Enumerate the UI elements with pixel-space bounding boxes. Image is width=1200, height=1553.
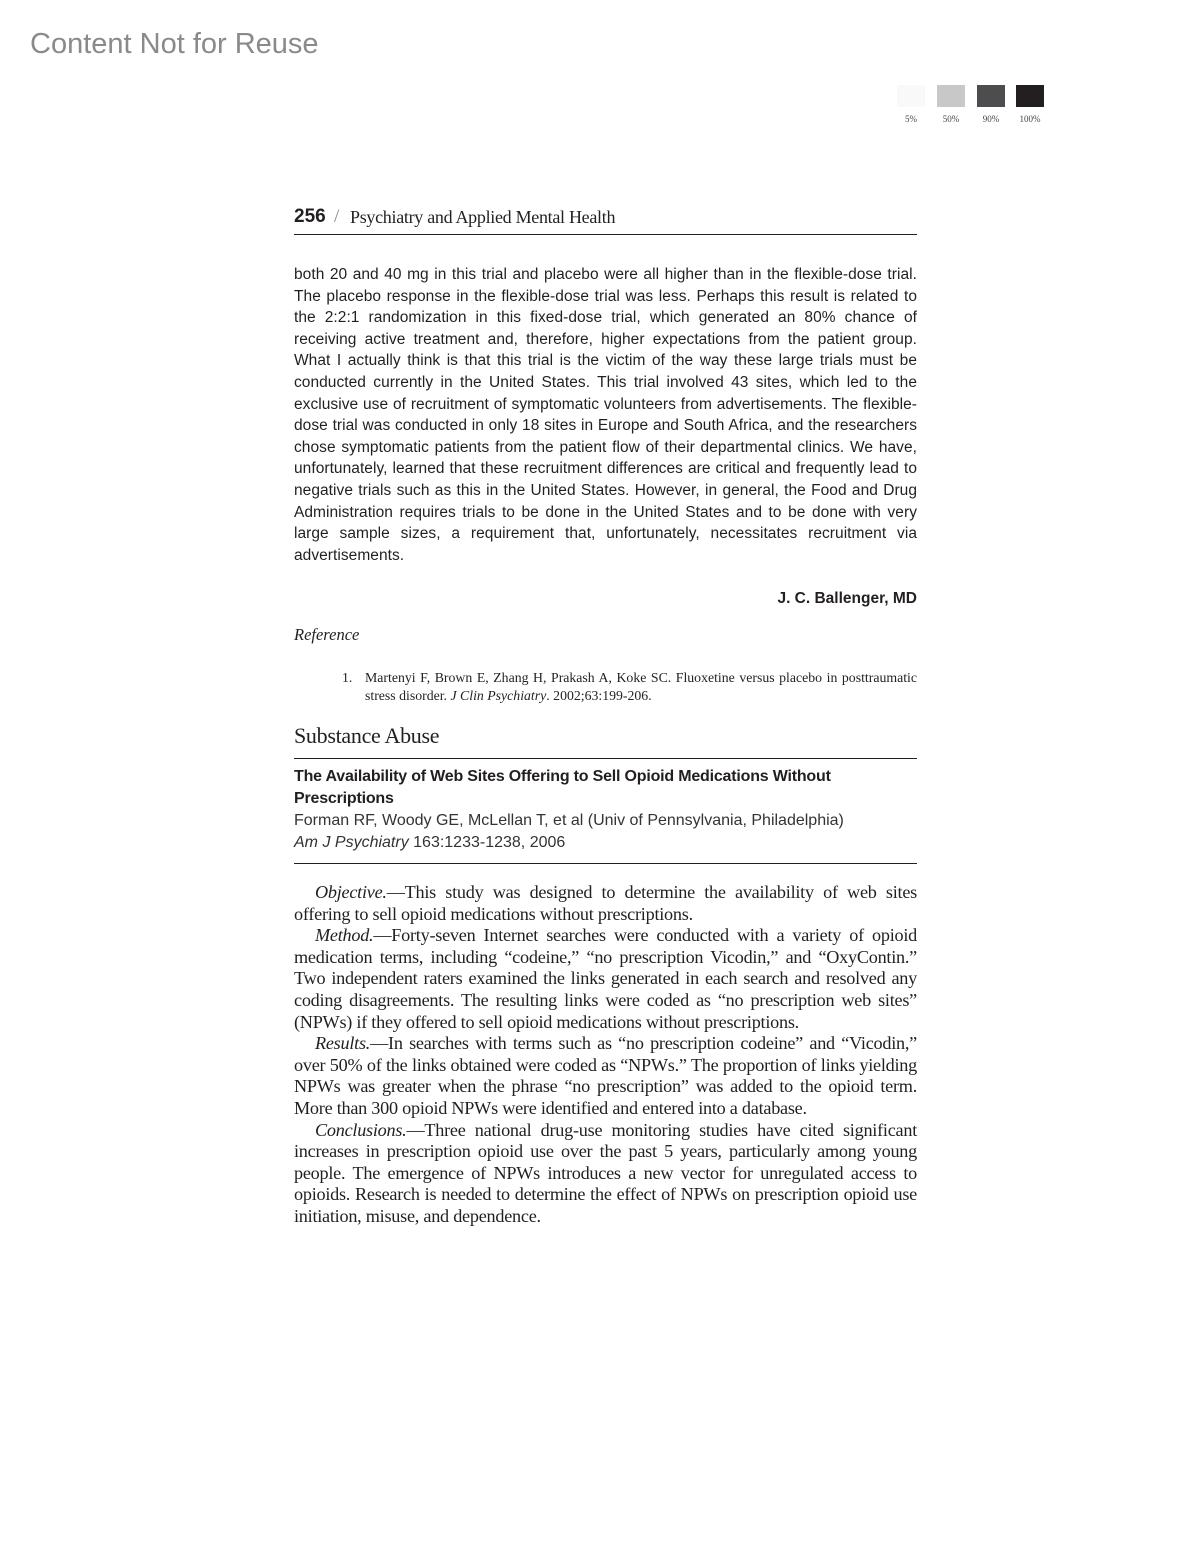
reference-number: 1. bbox=[342, 670, 353, 685]
reference-list bbox=[342, 669, 917, 705]
abstract-objective bbox=[294, 882, 917, 925]
abstract-results-text: —In searches with terms such as “no prescription codeine” and “Vicodin,” over 50% of the links obtained were coded as “NPWs.” The proportion of links yielding NPWs was greater when the phrase “no prescription” was added to the opioid term. More than 300 opioid NPWs were identified and entered into a database. bbox=[294, 1033, 917, 1118]
abstract-results-label: Results. bbox=[315, 1033, 371, 1054]
page-number: 256 bbox=[294, 206, 326, 227]
journal-name: Psychiatry and Applied Mental Health bbox=[350, 207, 616, 227]
header-separator: / bbox=[334, 206, 340, 227]
swatch-50 bbox=[937, 85, 965, 107]
swatch-label-100: 100% bbox=[1019, 114, 1041, 124]
article-header bbox=[294, 766, 917, 864]
abstract-conclusions-label: Conclusions. bbox=[315, 1119, 407, 1140]
swatch-label-50: 50% bbox=[942, 114, 960, 124]
abstract-objective-label: Objective. bbox=[315, 882, 387, 902]
reference-journal: J Clin Psychiatry bbox=[450, 688, 547, 703]
running-head bbox=[294, 204, 917, 235]
reference-text bbox=[365, 669, 917, 705]
article-citation-line bbox=[294, 832, 917, 854]
swatch-label-5: 5% bbox=[905, 114, 917, 124]
reference-authors-title: Martenyi F, Brown E, Zhang H, Prakash A, Koke SC. Fluoxetine versus placebo in posttraumatic stress disorder. bbox=[365, 670, 917, 703]
commentary-text: both 20 and 40 mg in this trial and placebo were all higher than in the flexible-dose trial. The placebo response in the flexible-dose trial was less. Perhaps this result is related to the 2:2:1 randomization in this fixed-dose trial, which generated an 80% chance of receiving active treatment and, therefore, higher expectations from the patient group. What I actually think is that this trial is the victim of the way these large trials must be conducted currently in the United States. This trial involved 43 sites, which led to the exclusive use of recruitment of symptomatic volunteers from advertisements. The flexible-dose trial was conducted in only 18 sites in Europe and South Africa, and the researchers chose symptomatic patients from the patient flow of their departmental clinics. We have, unfortunately, learned that these recruitment differences are critical and frequently lead to negative trials such as this in the United States. However, in general, the Food and Drug Administration requires trials to be done in the United States and to be done with very large sample sizes, a requirement that, unfortunately, necessitates recruitment via advertisements. bbox=[294, 266, 917, 564]
reference-heading: Reference bbox=[294, 625, 360, 644]
abstract-method-label: Method. bbox=[315, 925, 374, 946]
abstract-conclusions bbox=[294, 1120, 917, 1228]
watermark-text: Content Not for Reuse bbox=[30, 28, 319, 60]
article-citation: 163:1233-1238, 2006 bbox=[413, 833, 566, 851]
color-calibration-bar bbox=[897, 85, 1047, 125]
reference-item bbox=[342, 669, 917, 705]
article-authors: Forman RF, Woody GE, McLellan T, et al (Univ of Pennsylvania, Philadelphia) bbox=[294, 812, 844, 829]
abstract-conclusions-text: —Three national drug-use monitoring studies have cited significant increases in prescription opioid use over the past 5 years, particularly among young people. The emergence of NPWs introduces a new vector for unregulated access to opioids. Research is needed to determine the effect of NPWs on prescription opioid use initiation, misuse, and dependence. bbox=[294, 1119, 917, 1226]
swatch-90 bbox=[977, 85, 1005, 107]
abstract-objective-text: —This study was designed to determine the availability of web sites offering to sell opioid medications without prescriptions. bbox=[294, 882, 917, 924]
swatch-5 bbox=[897, 85, 925, 107]
article-title: The Availability of Web Sites Offering to Sell Opioid Medications Without Prescriptions bbox=[294, 768, 831, 807]
section-title: Substance Abuse bbox=[294, 723, 440, 748]
swatch-100 bbox=[1016, 85, 1044, 107]
commentary-signature: J. C. Ballenger, MD bbox=[777, 590, 917, 607]
article-journal: Am J Psychiatry bbox=[294, 833, 409, 851]
section-heading bbox=[294, 723, 917, 759]
abstract bbox=[294, 882, 917, 1228]
reference-details: . 2002;63:199-206. bbox=[546, 688, 652, 703]
abstract-method-text: —Forty-seven Internet searches were conducted with a variety of opioid medication terms, including “codeine,” “no prescription Vicodin,” and “OxyContin.” Two independent raters examined the links generated in each search and resolved any coding disagreements. The resulting links were coded as “no prescription web sites” (NPWs) if they offered to sell opioid medications without prescriptions. bbox=[294, 925, 917, 1032]
abstract-method bbox=[294, 925, 917, 1033]
abstract-results bbox=[294, 1033, 917, 1119]
swatch-label-90: 90% bbox=[982, 114, 1000, 124]
